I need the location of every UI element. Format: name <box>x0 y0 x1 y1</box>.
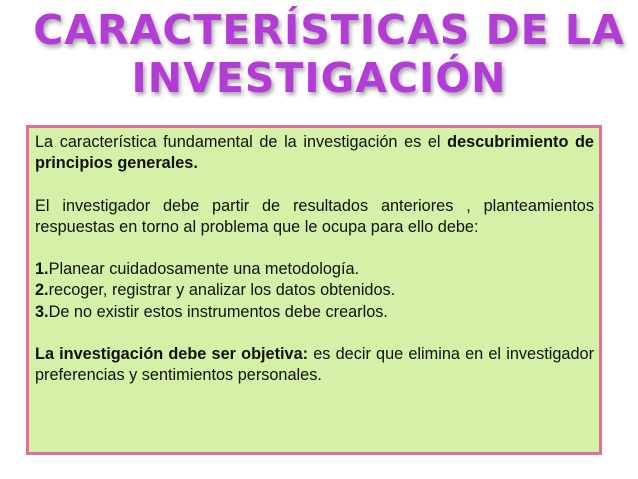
list-number: 2. <box>35 281 49 300</box>
paragraph-1-bold: descubrimiento de principios generales. <box>35 133 594 173</box>
list-number: 1. <box>35 260 49 279</box>
paragraph-4-bold: La investigación debe ser objetiva: <box>35 344 309 363</box>
paragraph-objectivity <box>35 344 594 386</box>
list-number: 3. <box>35 302 49 321</box>
list-text: recoger, registrar y analizar los datos obtenidos. <box>48 281 396 300</box>
paragraph-1-text: La característica fundamental de la investigación es el <box>35 133 448 151</box>
paragraph-4-text: es decir que elimina en el investigador preferencias y sentimientos personales. <box>35 344 594 385</box>
list-item <box>35 302 594 323</box>
list-text: Planear cuidadosamente una metodología. <box>48 260 360 279</box>
list-item <box>35 280 594 301</box>
paragraph-researcher: El investigador debe partir de resultados anteriores , planteamientos respuestas en torno al problema que le ocupa para ello debe: <box>35 196 594 236</box>
list-item <box>35 259 594 280</box>
steps-list <box>35 259 594 323</box>
title-line-2: INVESTIGACIÓN <box>131 54 507 102</box>
title-line-1: CARACTERÍSTICAS DE LA <box>33 6 625 54</box>
content-box <box>26 125 602 455</box>
paragraph-main-characteristic <box>35 132 594 174</box>
slide-title <box>0 6 638 102</box>
list-text: De no existir estos instrumentos debe crearlos. <box>48 302 388 321</box>
